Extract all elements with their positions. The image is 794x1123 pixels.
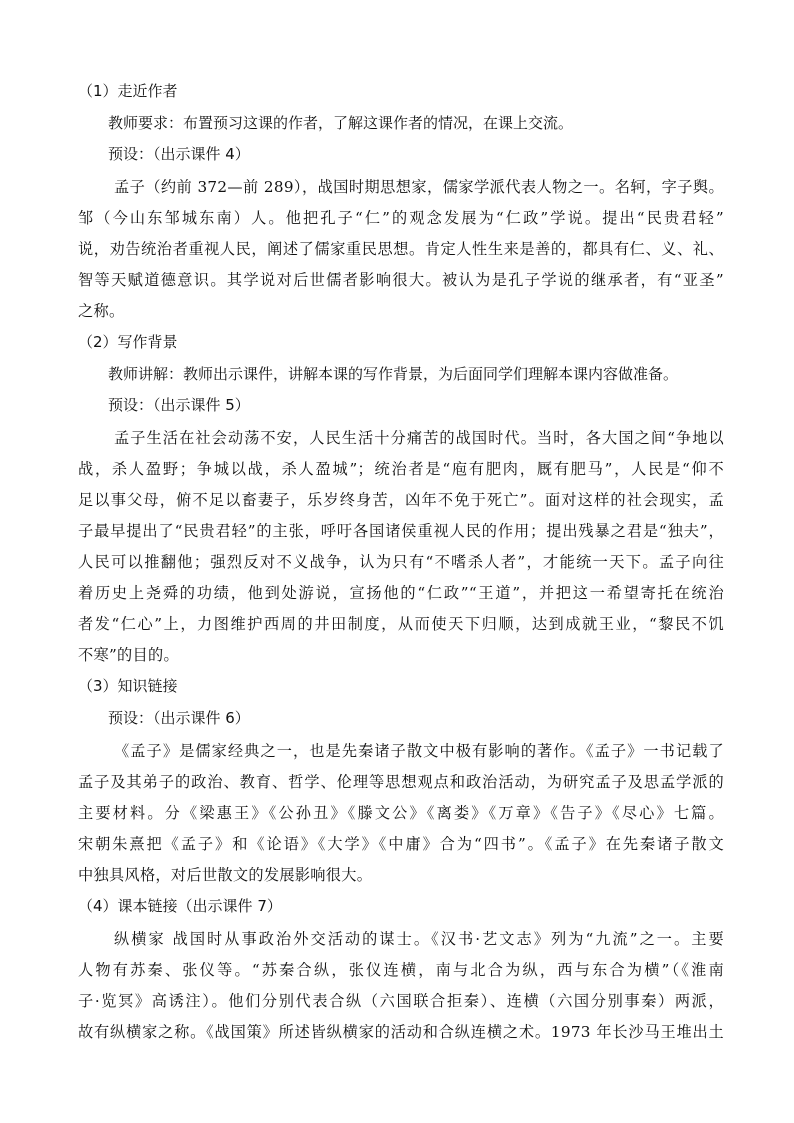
section-3-para-line-2: 孟子及其弟子的政治、教育、哲学、伦理等思想观点和政治活动，为研究孟子及思孟学派的: [78, 773, 724, 791]
section-4-para-line-4: 故有纵横家之称。《战国策》所述皆纵横家的活动和合纵连横之术。1973 年长沙马王堆出土: [78, 1023, 724, 1041]
section-3-preset: 预设：（出示课件 6）: [108, 709, 250, 727]
section-3-para-line-1: 《孟子》是儒家经典之一，也是先秦诸子散文中极有影响的著作。《孟子》一书记载了: [114, 742, 724, 760]
section-4-para-line-2: 人物有苏秦、张仪等。“苏秦合纵，张仪连横，南与北合为纵，西与东合为横”（《淮南: [78, 961, 724, 979]
section-1-para-line-2: 邹（今山东邹城东南）人。他把孔子“仁”的观念发展为“仁政”学说。提出“民贵君轻”: [78, 209, 724, 227]
section-2-requirement: 教师讲解：教师出示课件，讲解本课的写作背景，为后面同学们理解本课内容做准备。: [108, 365, 679, 383]
section-4-heading: （4）课本链接（出示课件 7）: [78, 897, 282, 915]
section-1-para-line-1: 孟子（约前 372—前 289），战国时期思想家，儒家学派代表人物之一。名轲，字子舆。: [114, 178, 724, 196]
section-2-para-line-8: 不寒”的目的。: [78, 646, 179, 664]
section-3-para-line-3: 主要材料。分《梁惠王》《公孙丑》《滕文公》《离娄》《万章》《告子》《尽心》七篇。: [78, 804, 724, 822]
section-2-heading: （2）写作背景: [78, 333, 178, 351]
section-2-para-line-2: 战，杀人盈野；争城以战，杀人盈城”；统治者是“庖有肥肉，厩有肥马”，人民是“仰不: [78, 460, 724, 478]
section-1-preset: 预设：（出示课件 4）: [108, 145, 250, 163]
section-1-requirement: 教师要求：布置预习这课的作者，了解这课作者的情况，在课上交流。: [108, 114, 574, 132]
section-2-para-line-7: 者发“仁心”上，力图维护西周的井田制度，从而使天下归顺，达到成就王业，“黎民不饥: [78, 615, 724, 633]
section-2-para-line-5: 人民可以推翻他；强烈反对不义战争，认为只有“不嗜杀人者”，才能统一天下。孟子向往: [78, 553, 724, 571]
section-3-para-line-4: 宋朝朱熹把《孟子》和《论语》《大学》《中庸》合为“四书”。《孟子》在先秦诸子散文: [78, 835, 724, 853]
section-1-heading: （1）走近作者: [78, 82, 178, 100]
section-3-para-line-5: 中独具风格，对后世散文的发展影响很大。: [78, 866, 373, 884]
section-2-para-line-1: 孟子生活在社会动荡不安，人民生活十分痛苦的战国时代。当时，各大国之间“争地以: [114, 429, 724, 447]
section-1-para-line-5: 之称。: [78, 302, 125, 320]
section-2-preset: 预设：（出示课件 5）: [108, 396, 250, 414]
section-2-para-line-3: 足以事父母，俯不足以畜妻子，乐岁终身苦，凶年不免于死亡”。面对这样的社会现实，孟: [78, 491, 724, 509]
section-2-para-line-4: 子最早提出了“民贵君轻”的主张，呼吁各国诸侯重视人民的作用；提出残暴之君是“独夫”，: [78, 522, 724, 540]
section-3-heading: （3）知识链接: [78, 677, 178, 695]
section-2-para-line-6: 着历史上尧舜的功绩，他到处游说，宣扬他的“仁政”“王道”，并把这一希望寄托在统治: [78, 584, 724, 602]
section-1-para-line-4: 智等天赋道德意识。其学说对后世儒者影响很大。被认为是孔子学说的继承者，有“亚圣”: [78, 271, 724, 289]
section-1-para-line-3: 说，劝告统治者重视人民，阐述了儒家重民思想。肯定人性生来是善的，都具有仁、义、礼、: [78, 240, 724, 258]
section-4-para-line-1: 纵横家 战国时从事政治外交活动的谋士。《汉书·艺文志》列为“九流”之一。主要: [114, 930, 724, 948]
section-4-para-line-3: 子·览冥》高诱注）。他们分别代表合纵（六国联合拒秦）、连横（六国分别事秦）两派，: [78, 992, 724, 1010]
